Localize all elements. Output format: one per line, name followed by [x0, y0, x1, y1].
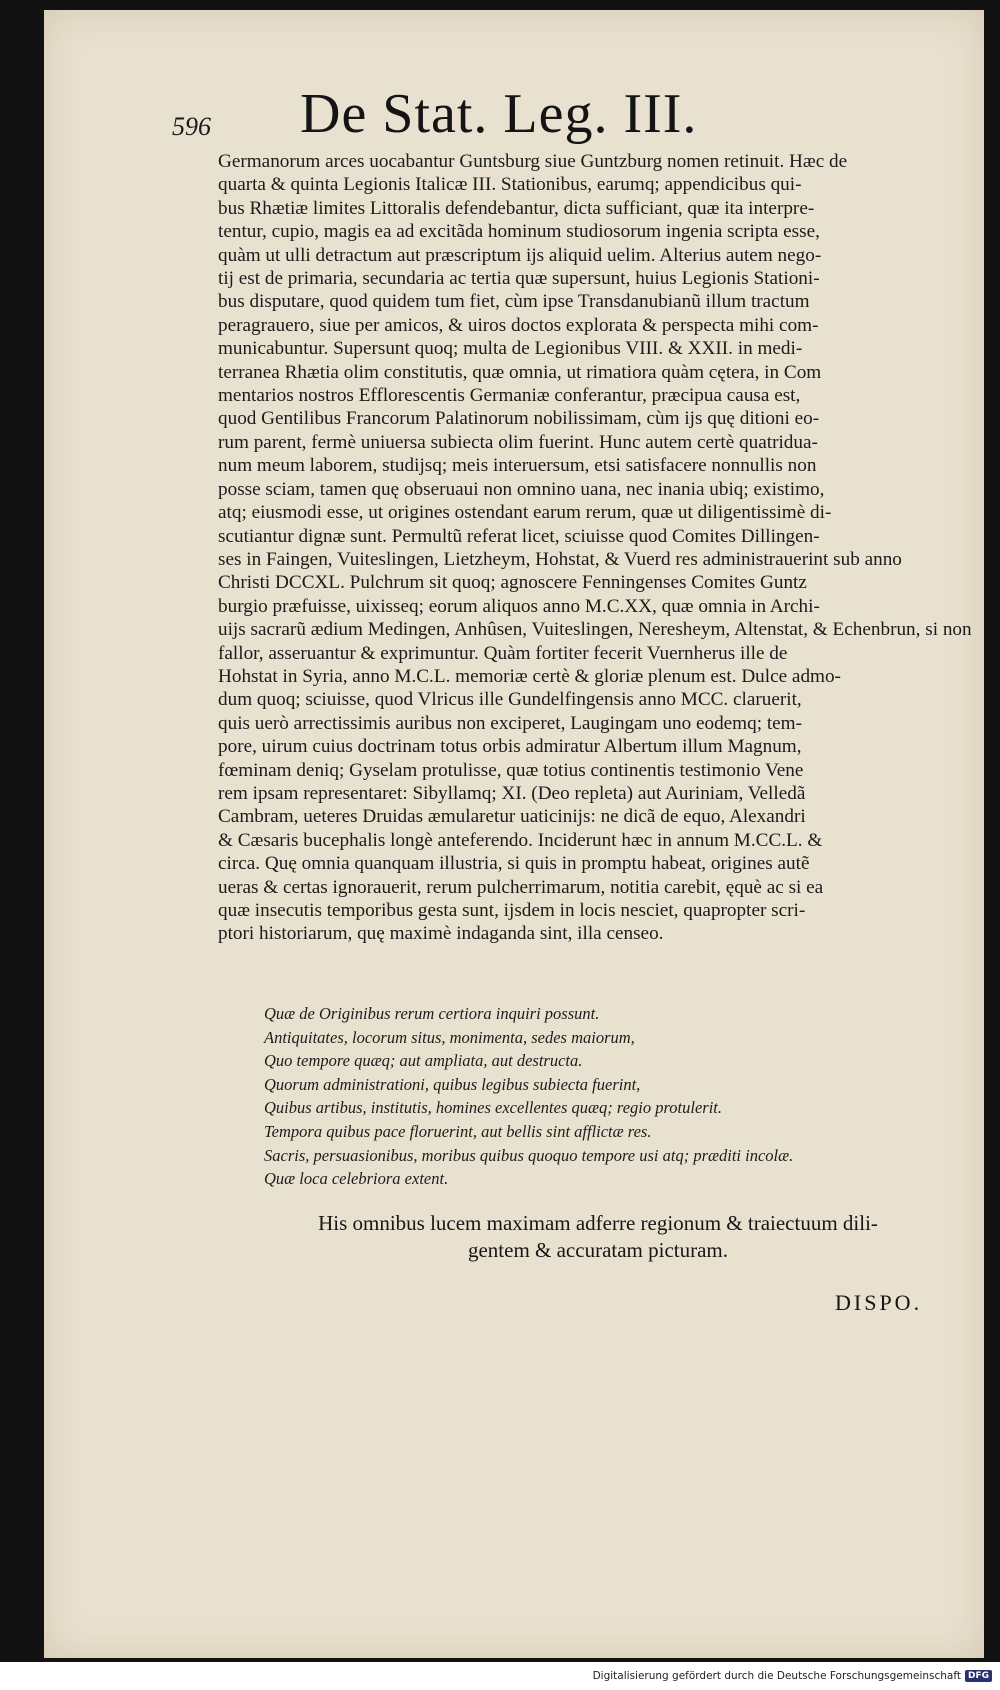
page-header [172, 78, 812, 148]
main-text-block [218, 150, 972, 946]
topic-item: Quæ de Originibus rerum certiora inquiri possunt. [264, 1004, 600, 1023]
text-line: & Cæsaris bucephalis longè anteferendo. Inciderunt hæc in annum M.CC.L. & [218, 829, 823, 851]
text-line: burgio præfuisse, uixisseq; eorum aliquos anno M.C.XX, quæ omnia in Archi- [218, 595, 820, 617]
text-line: quæ insecutis temporibus gesta sunt, ijsdem in locis nesciet, quapropter scri- [218, 900, 806, 921]
text-line: circa. Quę omnia quanquam illustria, si quis in promptu habeat, origines autẽ [218, 853, 810, 875]
text-line: uijs sacrarũ ædium Medingen, Anhûsen, Vuiteslingen, Neresheym, Altenstat, & Echenbrun, si non [218, 619, 972, 641]
page-number: 596 [172, 112, 211, 141]
digitization-footer [593, 1670, 992, 1682]
text-line: quod Gentilibus Francorum Palatinorum nobilissimam, cùm ijs quę ditioni eo- [218, 408, 820, 430]
running-title: De Stat. Leg. III. [300, 83, 698, 145]
text-line: quis uerò arrectissimis auribus non exciperet, Laugingam uno eodemq; tem- [218, 712, 802, 734]
text-line: ses in Faingen, Vuiteslingen, Lietzheym, Hohstat, & Vuerd res administrauerint sub anno [218, 548, 902, 570]
text-line: num meum laborem, studijsq; meis interuersum, etsi satisfacere nonnullis non [218, 455, 817, 477]
text-line: posse sciam, tamen quę obseruaui non omnino uana, nec inania ubiq; existimo, [218, 478, 825, 500]
text-line: tij est de primaria, secundaria ac tertia quæ supersunt, huius Legionis Stationi- [218, 268, 820, 290]
text-line: rem ipsam representaret: Sibyllamq; XI. (Deo repleta) aut Auriniam, Velledã [218, 782, 806, 804]
conclusion-line: His omnibus lucem maximam adferre regionum & traiectuum dili- [318, 1211, 878, 1235]
text-line: pore, uirum cuius doctrinam totus orbis admiratur Albertum illum Magnum, [218, 736, 802, 758]
text-line: scutiantur dignæ sunt. Permultũ referat licet, sciuisse quod Comites Dillingen- [218, 525, 820, 547]
text-line: atq; eiusmodi esse, ut origines ostendant earum rerum, quæ ut diligentissimè di- [218, 502, 832, 524]
text-line: tentur, cupio, magis ea ad excitãda hominum studiosorum ingenia scripta esse, [218, 221, 820, 243]
topic-item: Sacris, persuasionibus, moribus quibus quoquo tempore usi atq; præditi incolæ. [264, 1145, 794, 1165]
topic-item: Antiquitates, locorum situs, monimenta, sedes maiorum, [264, 1027, 635, 1047]
text-line: terranea Rhætia olim constitutis, quæ omnia, ut rimatiora quàm cętera, in Com [218, 361, 822, 383]
text-line: mentarios nostros Efflorescentis Germaniæ conferantur, præcipua causa est, [218, 385, 801, 407]
text-line: Christi DCCXL. Pulchrum sit quoq; agnoscere Fenningenses Comites Guntz [218, 572, 807, 594]
topic-item: Quorum administrationi, quibus legibus subiecta fuerint, [264, 1074, 641, 1094]
footer-credit: Digitalisierung gefördert durch die Deutsche Forschungsgemeinschaft [592, 1670, 961, 1682]
text-line: Cambram, ueteres Druidas æmularetur uaticinijs: ne dicã de equo, Alexandri [218, 806, 806, 828]
text-line: Germanorum arces uocabantur Guntsburg siue Guntzburg nomen retinuit. Hæc de [218, 151, 848, 172]
text-line: ptori historiarum, quę maximè indaganda sint, illa censeo. [218, 923, 664, 945]
topic-item: Quo tempore quæq; aut ampliata, aut destructa. [264, 1051, 583, 1071]
text-line: quarta & quinta Legionis Italicæ III. Stationibus, earumq; appendicibus qui- [218, 174, 802, 196]
text-line: Hohstat in Syria, anno M.C.L. memoriæ certè & gloriæ plenum est. Dulce admo- [218, 665, 841, 687]
topic-list [264, 1002, 904, 1191]
text-line: peragrauero, siue per amicos, & uiros doctos explorata & perspecta mihi com- [218, 314, 819, 336]
text-line: fallor, asseruantur & exprimuntur. Quàm fortiter fecerit Vuernherus ille de [218, 642, 788, 664]
text-line: ueras & certas ignorauerit, rerum pulcherrimarum, notitia carebit, ęquè ac si ea [218, 876, 824, 898]
text-line: rum parent, fermè uniuersa subiecta olim fuerint. Hunc autem certè quatridua- [218, 431, 818, 453]
topic-item: Quæ loca celebriora extent. [264, 1169, 449, 1189]
text-line: fœminam deniq; Gyselam protulisse, quæ totius continentis testimonio Vene [218, 759, 804, 781]
conclusion-line: gentem & accuratam picturam. [467, 1238, 729, 1262]
text-line: bus disputare, quod quidem tum fiet, cùm ipse Transdanubianũ illum tractum [218, 291, 810, 313]
dfg-logo-icon: DFG [965, 1670, 992, 1682]
text-line: municabuntur. Supersunt quoq; multa de Legionibus VIII. & XXII. in medi- [218, 338, 803, 360]
topic-item: Tempora quibus pace floruerint, aut bellis sint afflictæ res. [264, 1121, 652, 1141]
catchword: DISPO. [835, 1290, 923, 1315]
text-line: dum quoq; sciuisse, quod Vlricus ille Gundelfingensis anno MCC. claruerit, [218, 689, 802, 711]
conclusion-text [268, 1210, 928, 1264]
topic-item: Quibus artibus, institutis, homines excellentes quæq; regio protulerit. [264, 1098, 722, 1118]
text-line: bus Rhætiæ limites Littoralis defendebantur, dicta sufficiant, quæ ita interpre- [218, 197, 815, 219]
text-line: quàm ut ulli detractum aut præscriptum ijs aliquid uelim. Alterius autem nego- [218, 244, 822, 266]
